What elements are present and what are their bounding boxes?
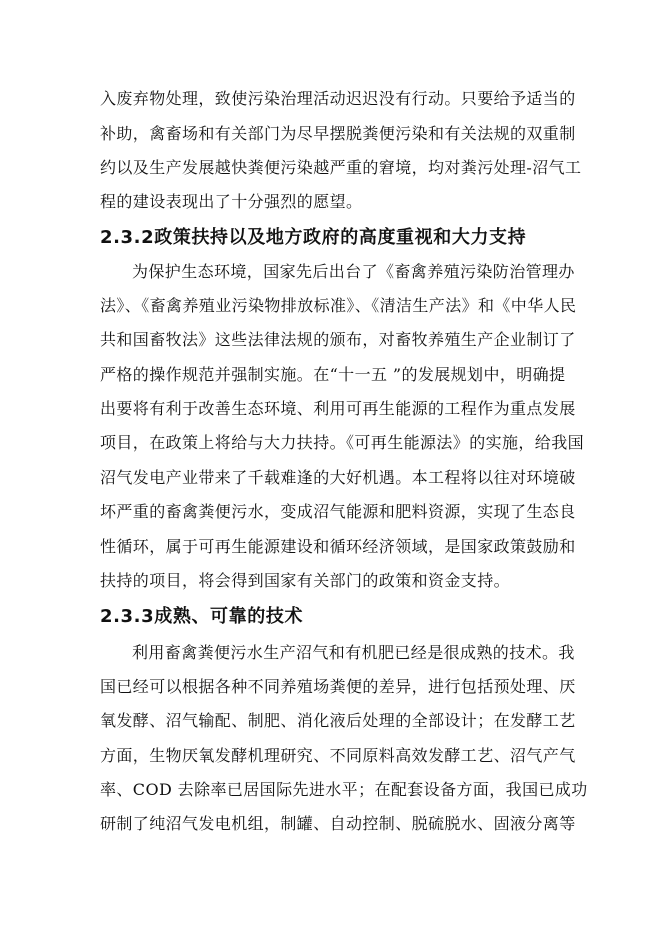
paragraph-line: 补助，禽畜场和有关部门为尽早摆脱粪便污染和有关法规的双重制 bbox=[100, 124, 576, 143]
paragraph-line: 方面，生物厌氧发酵机理研究、不同原料高效发酵工艺、沼气产气 bbox=[100, 746, 576, 765]
paragraph-line: 沼气发电产业带来了千载难逢的大好机遇。本工程将以往对环境破 bbox=[100, 468, 576, 487]
paragraph-line: 坏严重的畜禽粪便污水，变成沼气能源和肥料资源，实现了生态良 bbox=[100, 502, 576, 521]
paragraph-line: 利用畜禽粪便污水生产沼气和有机肥已经是很成熟的技术。我 bbox=[132, 643, 575, 662]
section-heading-2-3-2: 2.3.2政策扶持以及地方政府的高度重视和大力支持 bbox=[100, 227, 527, 248]
paragraph-line: 严格的操作规范并强制实施。在“十一五 ”的发展规划中，明确提 bbox=[100, 365, 566, 384]
paragraph-line: 出要将有利于改善生态环境、利用可再生能源的工程作为重点发展 bbox=[100, 399, 576, 418]
paragraph-line: 约以及生产发展越快粪便污染越严重的窘境，均对粪污处理-沼气工 bbox=[100, 158, 582, 177]
paragraph-line: 入废弃物处理，致使污染治理活动迟迟没有行动。只要给予适当的 bbox=[100, 89, 576, 108]
paragraph-line: 扶持的项目，将会得到国家有关部门的政策和资金支持。 bbox=[100, 571, 511, 590]
paragraph-line: 研制了纯沼气发电机组，制罐、自动控制、脱硫脱水、固液分离等 bbox=[100, 814, 576, 833]
section-heading-2-3-3: 2.3.3成熟、可靠的技术 bbox=[100, 606, 304, 627]
paragraph-line: 共和国畜牧法》这些法律法规的颁布，对畜牧养殖生产企业制订了 bbox=[100, 330, 576, 349]
paragraph-line: 法》、《畜禽养殖业污染物排放标准》、《清洁生产法》和《中华人民 bbox=[100, 296, 577, 315]
paragraph-line: 率、COD 去除率已居国际先进水平；在配套设备方面，我国已成功 bbox=[100, 780, 588, 799]
paragraph-line: 氧发酵、沼气输配、制肥、消化液后处理的全部设计；在发酵工艺 bbox=[100, 711, 576, 730]
paragraph-line: 国已经可以根据各种不同养殖场粪便的差异，进行包括预处理、厌 bbox=[100, 677, 576, 696]
paragraph-line: 为保护生态环境，国家先后出台了《畜禽养殖污染防治管理办 bbox=[132, 262, 575, 281]
paragraph-line: 项目，在政策上将给与大力扶持。《可再生能源法》的实施，给我国 bbox=[100, 433, 585, 452]
paragraph-line: 性循环，属于可再生能源建设和循环经济领域，是国家政策鼓励和 bbox=[100, 537, 576, 556]
paragraph-line: 程的建设表现出了十分强烈的愿望。 bbox=[100, 192, 363, 211]
